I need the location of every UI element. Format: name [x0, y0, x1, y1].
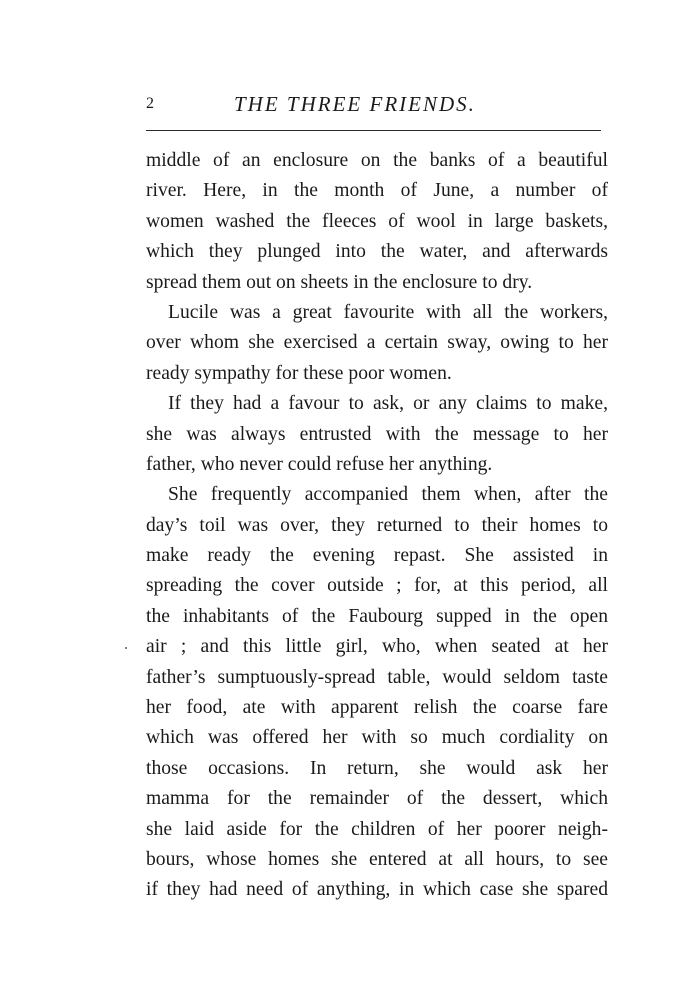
text-line: river. Here, in the month of June, a number of [146, 180, 608, 202]
text-line: which was offered her with so much cordiality on [146, 727, 608, 749]
text-line: father’s sumptuously-spread table, would seldom taste [146, 666, 608, 688]
text-line: She frequently accompanied them when, after the [168, 484, 608, 506]
text-line: those occasions. In return, she would ask her [146, 757, 608, 779]
header-rule [146, 130, 601, 131]
body-text [146, 146, 608, 906]
page-number: 2 [146, 95, 155, 112]
text-line: if they had need of anything, in which case she spared [146, 879, 608, 901]
running-title: THE THREE FRIENDS. [234, 92, 476, 116]
text-line: spread them out on sheets in the enclosure to dry. [146, 271, 533, 293]
text-line: women washed the fleeces of wool in large baskets, [146, 210, 608, 232]
paragraph [146, 389, 608, 480]
text-line: ready sympathy for these poor women. [146, 362, 452, 384]
text-line: which they plunged into the water, and afterwards [146, 241, 608, 263]
text-line: If they had a favour to ask, or any claims to make, [168, 393, 608, 415]
text-line: Lucile was a great favourite with all the workers, [168, 301, 608, 323]
text-line: her food, ate with apparent relish the coarse fare [146, 697, 608, 719]
text-line: middle of an enclosure on the banks of a beautiful [146, 150, 608, 171]
margin-speck [125, 647, 127, 649]
running-header [146, 92, 601, 122]
text-line: bours, whose homes she entered at all hours, to see [146, 848, 608, 870]
paragraph [146, 480, 608, 905]
text-line: she was always entrusted with the message to her [146, 423, 608, 445]
text-line: spreading the cover outside ; for, at this period, all [146, 575, 608, 597]
text-line: mamma for the remainder of the dessert, which [146, 788, 608, 810]
text-line: make ready the evening repast. She assisted in [146, 545, 608, 567]
text-line: she laid aside for the children of her poorer neigh- [146, 818, 608, 840]
paragraph [146, 298, 608, 389]
paragraph [146, 146, 608, 298]
text-line: the inhabitants of the Faubourg supped in the open [146, 605, 608, 627]
text-line: air ; and this little girl, who, when seated at her [146, 636, 608, 658]
text-line: over whom she exercised a certain sway, owing to her [146, 332, 608, 354]
text-line: father, who never could refuse her anything. [146, 453, 493, 475]
text-line: day’s toil was over, they returned to their homes to [146, 514, 608, 536]
